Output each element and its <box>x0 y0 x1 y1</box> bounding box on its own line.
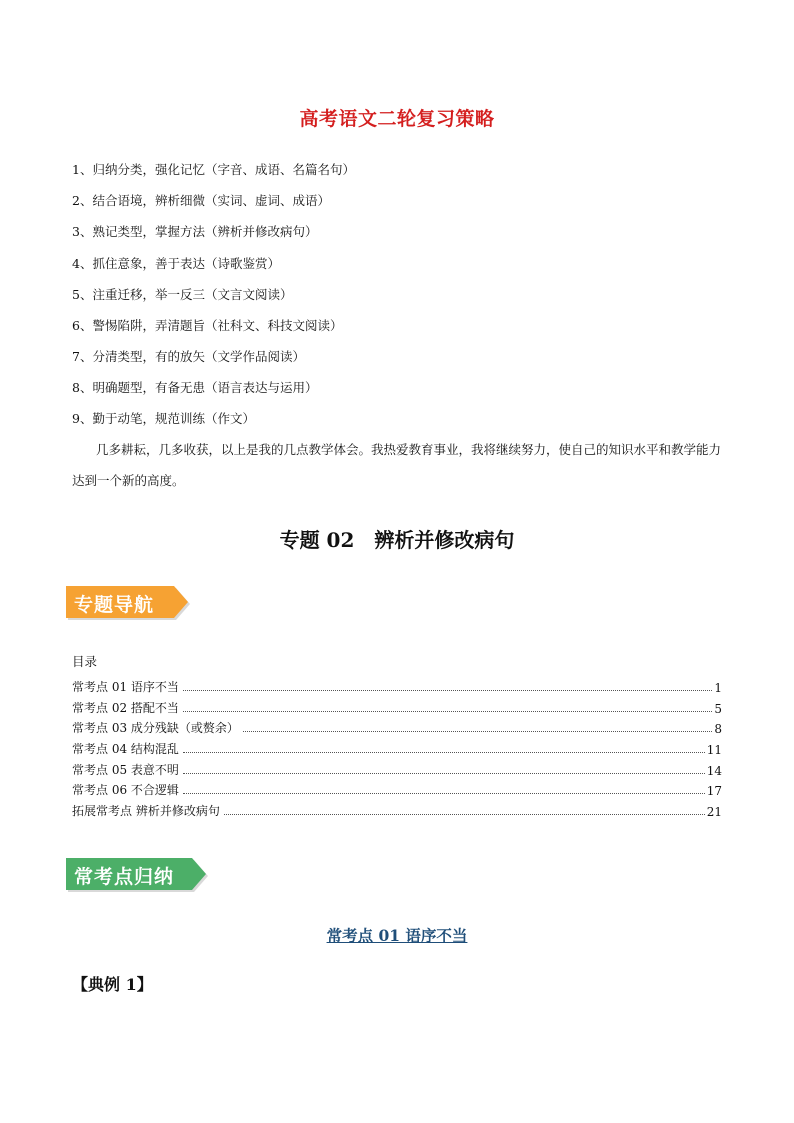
strategy-item: 2、结合语境，辨析细微（实词、虚词、成语） <box>72 193 330 208</box>
closing-paragraph-text: 几多耕耘，几多收获，以上是我的几点教学体会。我热爱教育事业，我将继续努力，使自己的知识水平和教学能力达到一个新的高度。 <box>72 442 722 488</box>
toc-entry-page: 17 <box>706 784 722 798</box>
toc-leader-dots <box>183 751 705 753</box>
example-label: 【典例 1】 <box>72 975 153 994</box>
toc-entry[interactable] <box>72 758 722 778</box>
toc-entry-label: 常考点 04 结构混乱 <box>72 742 179 756</box>
toc-entry-label: 常考点 03 成分残缺（或赘余） <box>72 721 239 735</box>
toc-entry-page: 5 <box>714 702 722 716</box>
toc-entry-label: 常考点 02 搭配不当 <box>72 701 179 715</box>
topic-nav-banner <box>66 584 194 622</box>
strategy-item: 6、警惕陷阱，弄清题旨（社科文、科技文阅读） <box>72 318 343 333</box>
toc-entry[interactable] <box>72 737 722 757</box>
toc-entry[interactable] <box>72 696 722 716</box>
strategy-item: 7、分清类型，有的放矢（文学作品阅读） <box>72 349 305 364</box>
toc-entry-label: 常考点 01 语序不当 <box>72 680 179 694</box>
toc-heading: 目录 <box>72 654 98 669</box>
toc-entry[interactable] <box>72 799 722 819</box>
toc-leader-dots <box>183 710 712 712</box>
strategy-item: 4、抓住意象，善于表达（诗歌鉴赏） <box>72 256 280 271</box>
strategy-item: 9、勤于动笔，规范训练（作文） <box>72 411 255 426</box>
toc-entry-label: 拓展常考点 辨析并修改病句 <box>72 804 220 818</box>
toc-leader-dots <box>183 689 712 691</box>
key-points-banner-label: 常考点归纳 <box>74 866 175 888</box>
toc-entry[interactable] <box>72 675 722 695</box>
closing-paragraph <box>72 434 724 496</box>
toc-entry-page: 1 <box>714 681 722 695</box>
key-points-banner <box>66 856 212 894</box>
toc-leader-dots <box>243 730 712 732</box>
strategy-item: 3、熟记类型，掌握方法（辨析并修改病句） <box>72 224 318 239</box>
toc-leader-dots <box>183 792 705 794</box>
strategy-item: 5、注重迁移，举一反三（文言文阅读） <box>72 287 293 302</box>
document-title: 高考语文二轮复习策略 <box>299 108 495 130</box>
toc-entry-label: 常考点 05 表意不明 <box>72 763 179 777</box>
toc-entry-label: 常考点 06 不合逻辑 <box>72 783 179 797</box>
toc-entry-page: 14 <box>706 764 722 778</box>
topic-title: 专题 02 辨析并修改病句 <box>279 528 515 552</box>
toc-leader-dots <box>183 772 705 774</box>
toc-entry[interactable] <box>72 778 722 798</box>
toc-entry-page: 21 <box>706 805 722 819</box>
toc-entry[interactable] <box>72 716 722 736</box>
toc-entry-page: 8 <box>714 722 722 736</box>
toc-entry-page: 11 <box>706 743 722 757</box>
topic-nav-banner-label: 专题导航 <box>74 594 155 616</box>
strategy-item: 8、明确题型，有备无患（语言表达与运用） <box>72 380 318 395</box>
strategy-item: 1、归纳分类，强化记忆（字音、成语、名篇名句） <box>72 162 355 177</box>
toc-leader-dots <box>224 813 705 815</box>
key-point-title-link[interactable]: 常考点 01 语序不当 <box>326 926 468 945</box>
